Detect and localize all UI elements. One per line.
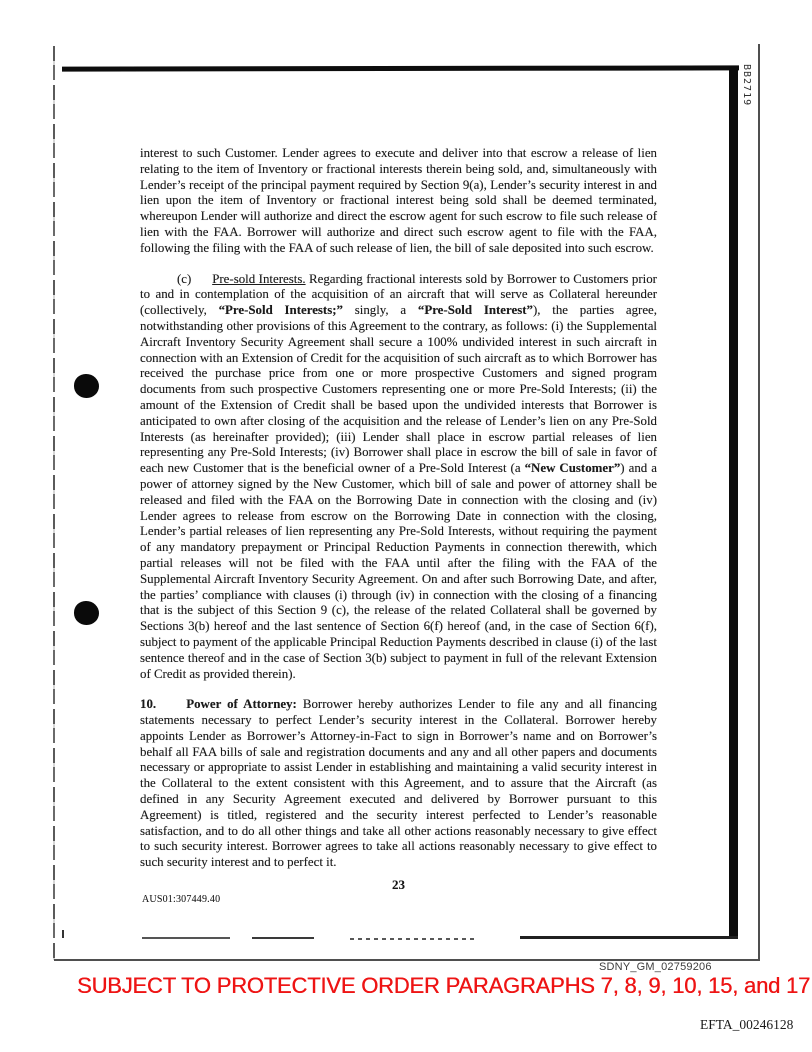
text-segment: ), the parties agree, notwithstanding other provisions of this Agreement to the contrary, as follows: (i) the Supplemental Aircraft Inventory Security Agreement shall secure a 100% undivided interest in such aircraft in connection with an Extension of Credit for the acquisition of such aircraft as to which Borrower has received the purchase price from one or more prospective Customers and signed program documents from such prospective Customers representing one or more Pre-Sold Interests; (ii) the amount of the Extension of Credit shall be based upon the undivided interests that Borrower is anticipated to own after closing of the acquisition and the release of Lender’s lien on any Pre-Sold Interests (as hereinafter provided); (iii) Lender shall place in escrow partial releases of lien representing any Pre-Sold Interests; (iv) Borrower shall place in escrow the bill of sale in favor of each new Customer that is the beneficial owner of a Pre-Sold Interest (a (140, 303, 657, 476)
text-segment: interest to such Customer. Lender agrees to execute and deliver into that escrow a release of lien relating to the item of Inventory or fractional interests therein being sold, and, simultaneously with Lender’s receipt of the principal payment required by Section 9(a), Lender’s security interest in and lien upon the item of Inventory or fractional interest being sold shall be deemed terminated, whereupon Lender will authorize and direct the escrow agent for such escrow to file such release of lien with the FAA. Borrower will authorize and direct such escrow agent to file with the FAA, following the filing with the FAA of such release of lien, the bill of sale deposited into such escrow. (140, 146, 657, 255)
punch-hole (74, 374, 99, 398)
text-segment: Regarding fractional interests sold by Borrower to Customers prior to and in contemplation of the acquisition of an aircraft that will serve as Collateral hereunder (collectively, (140, 271, 657, 318)
paragraph (140, 146, 657, 257)
document-body (140, 146, 657, 886)
text-segment: 10. (140, 697, 157, 712)
scan-artifact-tick (62, 930, 64, 938)
text-segment: Power of Attorney: (186, 697, 297, 712)
text-segment: Pre-sold Interests. (212, 271, 306, 286)
document-reference-number: AUS01:307449.40 (142, 894, 221, 905)
text-segment: singly, a (342, 303, 418, 318)
text-segment: “Pre-Sold Interest” (417, 303, 533, 318)
scan-edge-right-line (758, 44, 760, 961)
page-bottom-edge-segment (252, 937, 314, 939)
fax-id-vertical-text: BB2719 (741, 64, 752, 107)
text-segment (156, 697, 186, 711)
protective-order-stamp: SUBJECT TO PROTECTIVE ORDER PARAGRAPHS 7, 8, 9, 10, 15, and 17 (77, 973, 811, 998)
text-segment: “Pre-Sold Interests;” (218, 303, 343, 318)
page-bottom-edge-segment (142, 937, 230, 939)
bates-number-sdny: SDNY_GM_02759206 (599, 961, 712, 973)
paragraph (140, 697, 657, 871)
page-number: 23 (392, 877, 405, 892)
bates-number-efta: EFTA_00246128 (700, 1017, 794, 1032)
scan-edge-left-line (53, 46, 55, 960)
page-top-edge-bar (62, 65, 739, 71)
page-right-edge-bar (729, 66, 738, 938)
text-segment: ) and a power of attorney signed by the New Customer, which bill of sale and power of attorney shall be released and filed with the FAA on the Borrowing Date in connection with the closing and (iv) Lender agrees to release from escrow on the Borrowing Date in connection with the closing, Lender’s partial releases of lien representing any Pre-Sold Interests, without requiring the payment of any mandatory prepayment or Principal Reduction Payments in connection therewith, which partial releases will not be filed with the FAA until after the filing with the FAA of the Supplemental Aircraft Inventory Security Agreement. On and after such Borrowing Date, and after, the parties’ compliance with clauses (i) through (iv) in connection with the closing of a financing that is the subject of this Section 9 (c), the release of the related Collateral shall be governed by Sections 3(b) hereof and the last sentence of Section 6(f) hereof (and, in the case of Section 6(f), subject to payment of the applicable Principal Reduction Payments described in clause (i) of the last sentence thereof and in the case of Section 3(b) subject to payment in full of the relevant Extension of Credit as provided therein). (140, 461, 657, 681)
text-segment: Borrower hereby authorizes Lender to file any and all financing statements necessary to perfect Lender’s security interest in the Collateral. Borrower hereby appoints Lender as Borrower’s Attorney-in-Fact to sign in Borrower’s name and on Borrower’s behalf all FAA bills of sale and registration documents and any and all other papers and documents necessary or appropriate to assist Lender in establishing and maintaining a valid security interest in the Collateral to the extent consistent with this Agreement, and to assure that the Aircraft (as defined in any Security Agreement executed and delivered by Borrower pursuant to this Agreement) is titled, registered and the security interest perfected to Lender’s reasonable satisfaction, and to do all other things and take all other actions reasonably necessary to give effect to such security interest. Borrower agrees to take all actions reasonably necessary to give effect to such security interest and to perfect it. (140, 697, 657, 870)
paragraph (140, 272, 657, 683)
text-segment: “New Customer” (524, 461, 621, 476)
punch-hole (74, 601, 99, 625)
page-bottom-edge-segment (520, 936, 738, 939)
text-segment: (c) (177, 271, 213, 286)
page-bottom-edge-segment (350, 938, 478, 940)
